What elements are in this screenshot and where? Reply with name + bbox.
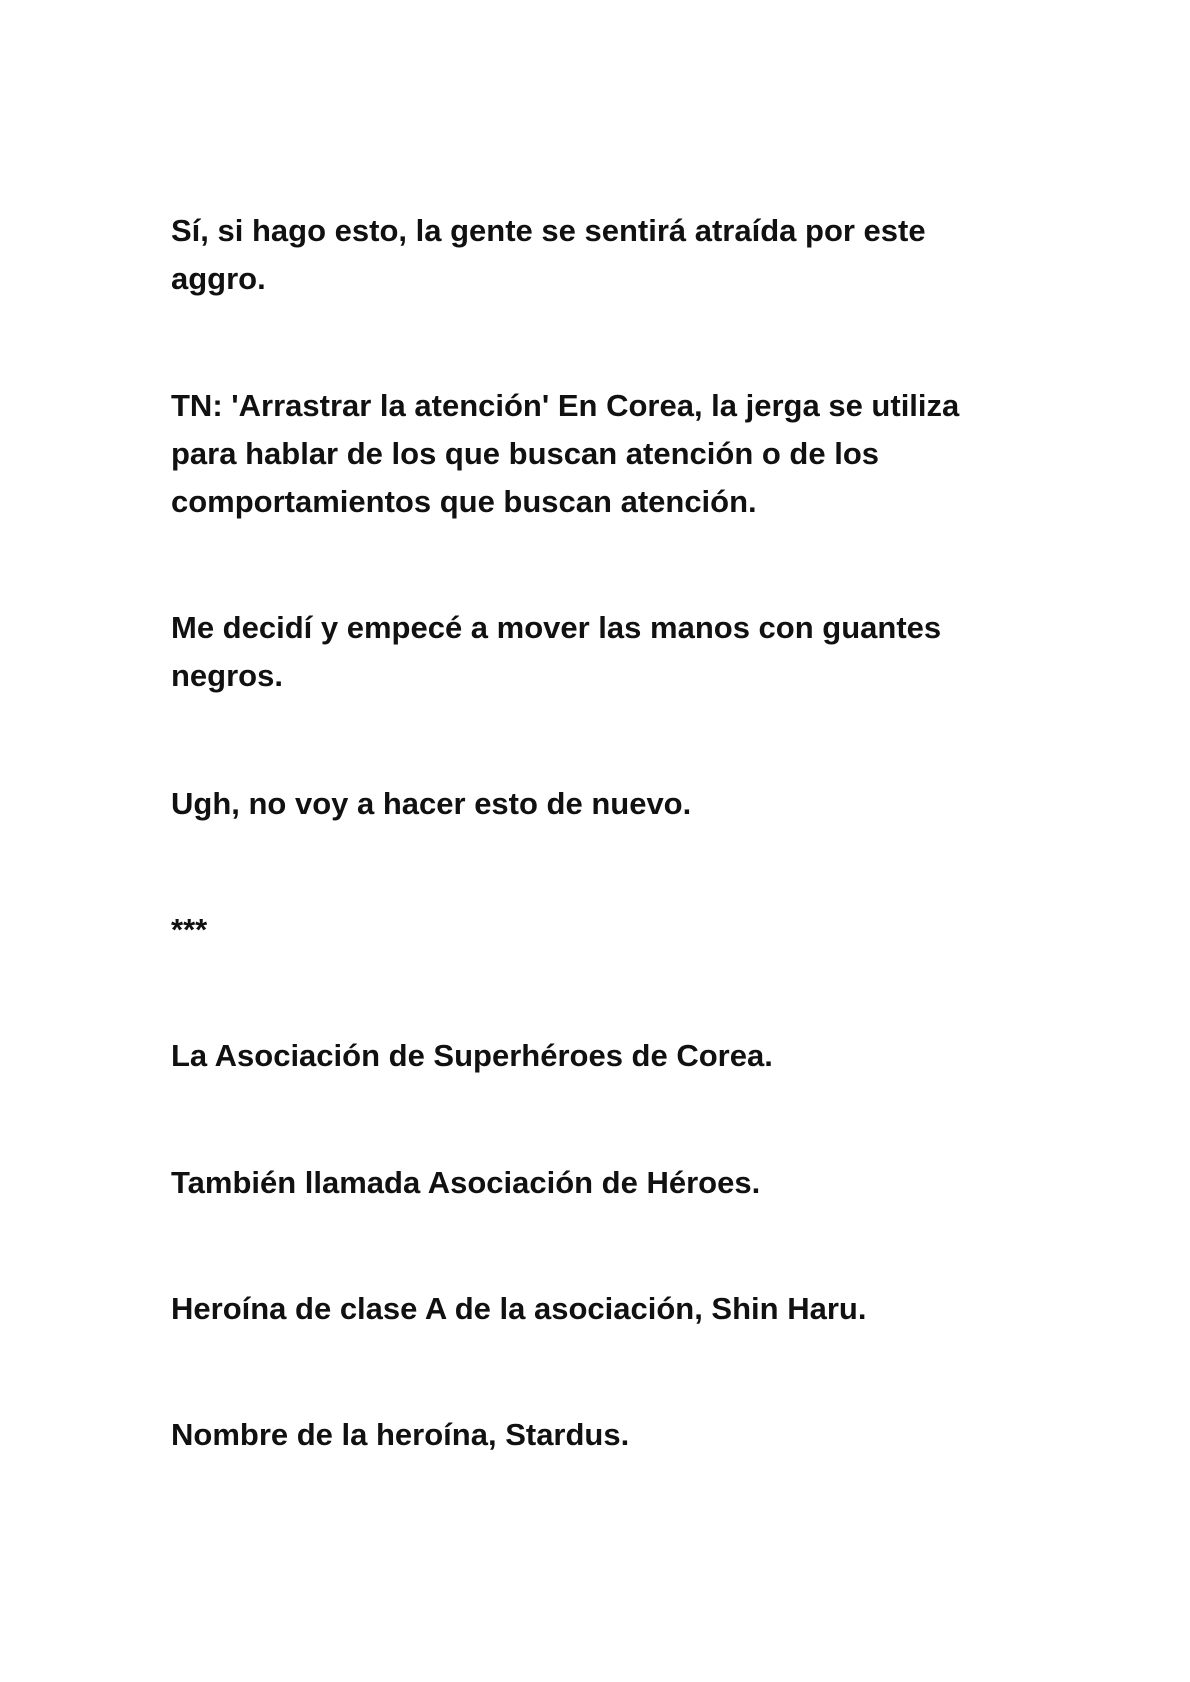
scene-break: *** [171,912,208,947]
translator-note: TN: 'Arrastrar la atención' En Corea, la jerga se utiliza para hablar de los que buscan atención o de los comportamientos que buscan atención. [171,388,960,519]
paragraph-3: Me decidí y empecé a mover las manos con guantes negros. [171,610,942,693]
paragraph-9: Nombre de la heroína, Stardus. [171,1417,630,1452]
paragraph-1: Sí, si hago esto, la gente se sentirá atraída por este aggro. [171,213,926,296]
paragraph-4: Ugh, no voy a hacer esto de nuevo. [171,786,692,821]
paragraph-8: Heroína de clase A de la asociación, Shin Haru. [171,1291,867,1326]
paragraph-6: La Asociación de Superhéroes de Corea. [171,1038,773,1073]
paragraph-7: También llamada Asociación de Héroes. [171,1165,761,1200]
